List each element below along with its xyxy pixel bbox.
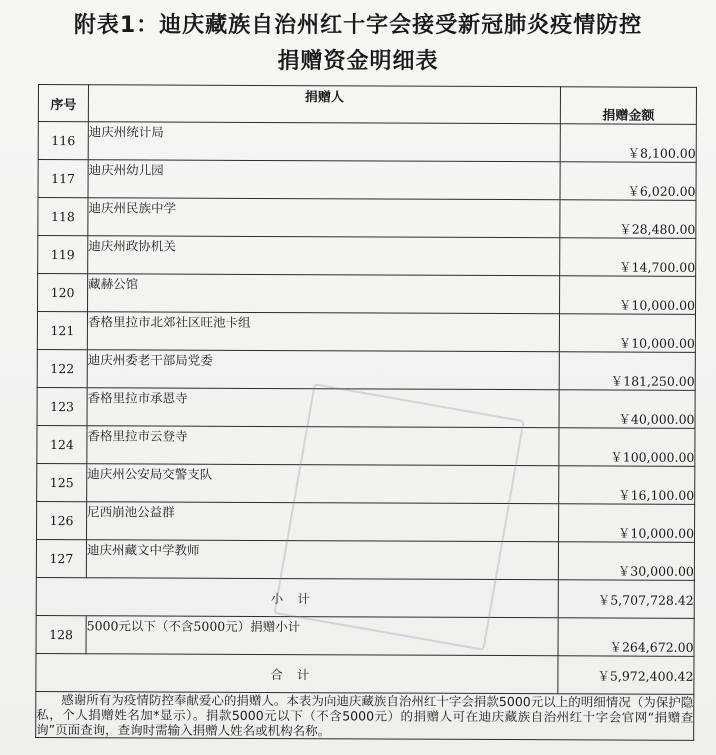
footnote: 感谢所有为疫情防控奉献爱心的捐赠人。本表为向迪庆藏族自治州红十字会捐款5000元以上的明细情况（为保护隐私，个人捐赠姓名加*显示）。捐款5000元以下（不含5000元）的捐赠人可在迪庆藏族自治州红十字会官网“捐赠查询”页面查询，查询时需输入捐赠人姓名或机构名称。 [36, 691, 694, 740]
table-row [37, 425, 695, 466]
header-donor: 捐赠人 [88, 85, 560, 124]
table-row [37, 463, 695, 504]
row-donor: 迪庆州幼儿园 [88, 160, 560, 200]
row-no: 120 [38, 274, 88, 312]
row-amount: ￥8,100.00 [560, 124, 696, 163]
page-subtitle: 捐赠资金明细表 [277, 49, 439, 74]
total-amount: ￥5,972,400.42 [558, 656, 694, 695]
table-row [38, 160, 696, 201]
page-title: 附表1：迪庆藏族自治州红十字会接受新冠肺炎疫情防控 [73, 13, 643, 38]
row-no: 116 [38, 122, 88, 160]
row-no: 123 [37, 387, 87, 425]
row-donor: 香格里拉市云登寺 [87, 426, 559, 466]
subtotal-amount: ￥5,707,728.42 [558, 580, 694, 619]
row-no: 119 [38, 236, 88, 274]
row-donor: 迪庆州民族中学 [88, 198, 560, 238]
total-label: 合计 [36, 653, 558, 693]
row-donor: 香格里拉市承恩寺 [87, 388, 559, 428]
row-amount: ￥16,100.00 [559, 466, 695, 505]
total-row [36, 653, 694, 694]
small-donations-amount: ￥264,672.00 [558, 618, 694, 657]
row-amount: ￥28,480.00 [560, 200, 696, 239]
header-amount: 捐赠金额 [560, 87, 696, 125]
row-donor: 迪庆州公安局交警支队 [87, 464, 559, 504]
row-donor: 香格里拉市北郊社区旺池卡组 [87, 312, 559, 352]
table-body [36, 122, 696, 581]
table-row [38, 198, 696, 239]
row-donor: 迪庆州政协机关 [88, 236, 560, 276]
row-amount: ￥10,000.00 [559, 504, 695, 543]
row-donor: 藏赫公馆 [88, 274, 560, 314]
subtotal-row [36, 577, 694, 618]
row-no: 118 [38, 198, 88, 236]
row-no: 121 [37, 312, 87, 350]
table-row [37, 312, 695, 353]
row-amount: ￥100,000.00 [559, 428, 695, 467]
table-row [37, 387, 695, 428]
row-no: 117 [38, 160, 88, 198]
table-row [37, 349, 695, 390]
table-row [38, 236, 696, 277]
small-donations-donor: 5000元以下（不含5000元）捐赠小计 [86, 616, 558, 656]
row-donor: 迪庆州委老干部局党委 [87, 350, 559, 390]
row-no: 124 [37, 425, 87, 463]
row-no: 122 [37, 349, 87, 387]
row-donor: 尼西崩池公益群 [87, 502, 559, 542]
row-donor: 迪庆州统计局 [88, 122, 560, 162]
subtotal-label: 小计 [36, 577, 558, 617]
row-amount: ￥10,000.00 [560, 276, 696, 315]
row-amount: ￥6,020.00 [560, 162, 696, 201]
row-no: 126 [37, 501, 87, 539]
row-amount: ￥14,700.00 [560, 238, 696, 277]
row-amount: ￥181,250.00 [559, 352, 695, 391]
table-row [38, 122, 696, 163]
row-amount: ￥30,000.00 [558, 542, 694, 581]
row-amount: ￥40,000.00 [559, 390, 695, 429]
row-amount: ￥10,000.00 [559, 314, 695, 353]
row-no: 125 [37, 463, 87, 501]
note-row [36, 691, 694, 740]
small-donations-row [36, 615, 694, 656]
table-row [37, 501, 695, 542]
small-donations-no: 128 [36, 615, 86, 653]
table-header-row [38, 85, 696, 125]
row-donor: 迪庆州藏文中学教师 [86, 540, 558, 580]
table-row [36, 539, 694, 580]
row-no: 127 [36, 539, 86, 577]
header-no: 序号 [38, 85, 88, 122]
donation-table [35, 84, 697, 741]
table-row [38, 274, 696, 315]
